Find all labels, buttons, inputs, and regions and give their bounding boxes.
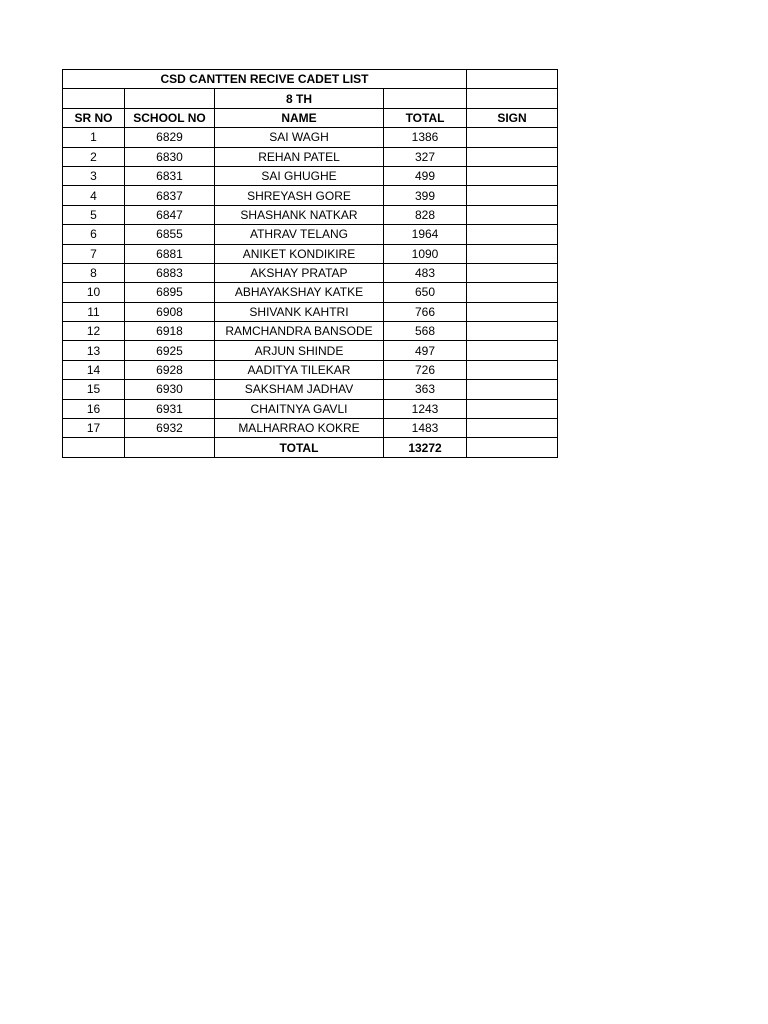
school-no-cell: 6918 bbox=[125, 322, 215, 341]
title-row bbox=[63, 70, 558, 89]
cadet-list-table bbox=[62, 69, 558, 458]
school-no-cell: 6931 bbox=[125, 399, 215, 418]
sign-cell bbox=[467, 225, 558, 244]
class-label: 8 TH bbox=[215, 89, 384, 108]
sign-cell bbox=[467, 166, 558, 185]
sr-no-cell: 16 bbox=[63, 399, 125, 418]
sign-cell bbox=[467, 322, 558, 341]
total-row-empty-cell bbox=[467, 438, 558, 457]
header-name: NAME bbox=[215, 108, 384, 127]
table-row bbox=[63, 186, 558, 205]
school-no-cell: 6932 bbox=[125, 419, 215, 438]
sign-cell bbox=[467, 244, 558, 263]
name-cell: SAI WAGH bbox=[215, 128, 384, 147]
name-cell: ABHAYAKSHAY KATKE bbox=[215, 283, 384, 302]
table-row bbox=[63, 225, 558, 244]
school-no-cell: 6831 bbox=[125, 166, 215, 185]
sign-cell bbox=[467, 419, 558, 438]
sign-cell bbox=[467, 341, 558, 360]
total-cell: 327 bbox=[384, 147, 467, 166]
school-no-cell: 6928 bbox=[125, 360, 215, 379]
total-row bbox=[63, 438, 558, 457]
name-cell: AKSHAY PRATAP bbox=[215, 263, 384, 282]
class-row-empty-cell bbox=[125, 89, 215, 108]
sr-no-cell: 12 bbox=[63, 322, 125, 341]
school-no-cell: 6837 bbox=[125, 186, 215, 205]
header-row bbox=[63, 108, 558, 127]
table-row bbox=[63, 244, 558, 263]
name-cell: ATHRAV TELANG bbox=[215, 225, 384, 244]
total-cell: 1386 bbox=[384, 128, 467, 147]
sr-no-cell: 13 bbox=[63, 341, 125, 360]
table-row bbox=[63, 128, 558, 147]
name-cell: SHREYASH GORE bbox=[215, 186, 384, 205]
class-row-empty-cell bbox=[63, 89, 125, 108]
name-cell: CHAITNYA GAVLI bbox=[215, 399, 384, 418]
table-row bbox=[63, 380, 558, 399]
table-row bbox=[63, 166, 558, 185]
sr-no-cell: 5 bbox=[63, 205, 125, 224]
sign-cell bbox=[467, 186, 558, 205]
name-cell: MALHARRAO KOKRE bbox=[215, 419, 384, 438]
school-no-cell: 6908 bbox=[125, 302, 215, 321]
total-cell: 499 bbox=[384, 166, 467, 185]
table-row bbox=[63, 263, 558, 282]
title-row-empty-cell bbox=[467, 70, 558, 89]
table-row bbox=[63, 322, 558, 341]
header-school-no: SCHOOL NO bbox=[125, 108, 215, 127]
total-cell: 1090 bbox=[384, 244, 467, 263]
total-cell: 363 bbox=[384, 380, 467, 399]
sr-no-cell: 11 bbox=[63, 302, 125, 321]
school-no-cell: 6830 bbox=[125, 147, 215, 166]
school-no-cell: 6895 bbox=[125, 283, 215, 302]
header-total: TOTAL bbox=[384, 108, 467, 127]
sign-cell bbox=[467, 205, 558, 224]
total-cell: 1243 bbox=[384, 399, 467, 418]
sr-no-cell: 3 bbox=[63, 166, 125, 185]
sr-no-cell: 17 bbox=[63, 419, 125, 438]
header-sign: SIGN bbox=[467, 108, 558, 127]
name-cell: SHASHANK NATKAR bbox=[215, 205, 384, 224]
total-label: TOTAL bbox=[215, 438, 384, 457]
sign-cell bbox=[467, 263, 558, 282]
sign-cell bbox=[467, 360, 558, 379]
list-title: CSD CANTTEN RECIVE CADET LIST bbox=[63, 70, 467, 89]
class-row-empty-cell bbox=[467, 89, 558, 108]
total-cell: 726 bbox=[384, 360, 467, 379]
total-cell: 828 bbox=[384, 205, 467, 224]
cadet-list-sheet bbox=[62, 69, 558, 458]
sr-no-cell: 15 bbox=[63, 380, 125, 399]
sr-no-cell: 7 bbox=[63, 244, 125, 263]
header-sr-no: SR NO bbox=[63, 108, 125, 127]
sr-no-cell: 10 bbox=[63, 283, 125, 302]
name-cell: ANIKET KONDIKIRE bbox=[215, 244, 384, 263]
total-cell: 568 bbox=[384, 322, 467, 341]
table-row bbox=[63, 360, 558, 379]
sr-no-cell: 2 bbox=[63, 147, 125, 166]
table-row bbox=[63, 283, 558, 302]
total-cell: 483 bbox=[384, 263, 467, 282]
grand-total: 13272 bbox=[384, 438, 467, 457]
school-no-cell: 6855 bbox=[125, 225, 215, 244]
name-cell: SAKSHAM JADHAV bbox=[215, 380, 384, 399]
class-row bbox=[63, 89, 558, 108]
sign-cell bbox=[467, 128, 558, 147]
name-cell: AADITYA TILEKAR bbox=[215, 360, 384, 379]
sr-no-cell: 8 bbox=[63, 263, 125, 282]
table-row bbox=[63, 302, 558, 321]
school-no-cell: 6847 bbox=[125, 205, 215, 224]
total-row-empty-cell bbox=[125, 438, 215, 457]
total-cell: 399 bbox=[384, 186, 467, 205]
total-cell: 497 bbox=[384, 341, 467, 360]
name-cell: ARJUN SHINDE bbox=[215, 341, 384, 360]
total-cell: 1483 bbox=[384, 419, 467, 438]
class-row-empty-cell bbox=[384, 89, 467, 108]
total-row-empty-cell bbox=[63, 438, 125, 457]
total-cell: 1964 bbox=[384, 225, 467, 244]
school-no-cell: 6925 bbox=[125, 341, 215, 360]
sr-no-cell: 14 bbox=[63, 360, 125, 379]
school-no-cell: 6883 bbox=[125, 263, 215, 282]
name-cell: REHAN PATEL bbox=[215, 147, 384, 166]
table-row bbox=[63, 205, 558, 224]
table-row bbox=[63, 419, 558, 438]
table-row bbox=[63, 341, 558, 360]
school-no-cell: 6930 bbox=[125, 380, 215, 399]
total-cell: 650 bbox=[384, 283, 467, 302]
sr-no-cell: 4 bbox=[63, 186, 125, 205]
school-no-cell: 6829 bbox=[125, 128, 215, 147]
sign-cell bbox=[467, 147, 558, 166]
sign-cell bbox=[467, 380, 558, 399]
sr-no-cell: 6 bbox=[63, 225, 125, 244]
table-row bbox=[63, 399, 558, 418]
sign-cell bbox=[467, 283, 558, 302]
name-cell: RAMCHANDRA BANSODE bbox=[215, 322, 384, 341]
sign-cell bbox=[467, 399, 558, 418]
school-no-cell: 6881 bbox=[125, 244, 215, 263]
name-cell: SAI GHUGHE bbox=[215, 166, 384, 185]
sr-no-cell: 1 bbox=[63, 128, 125, 147]
sign-cell bbox=[467, 302, 558, 321]
table-row bbox=[63, 147, 558, 166]
name-cell: SHIVANK KAHTRI bbox=[215, 302, 384, 321]
total-cell: 766 bbox=[384, 302, 467, 321]
